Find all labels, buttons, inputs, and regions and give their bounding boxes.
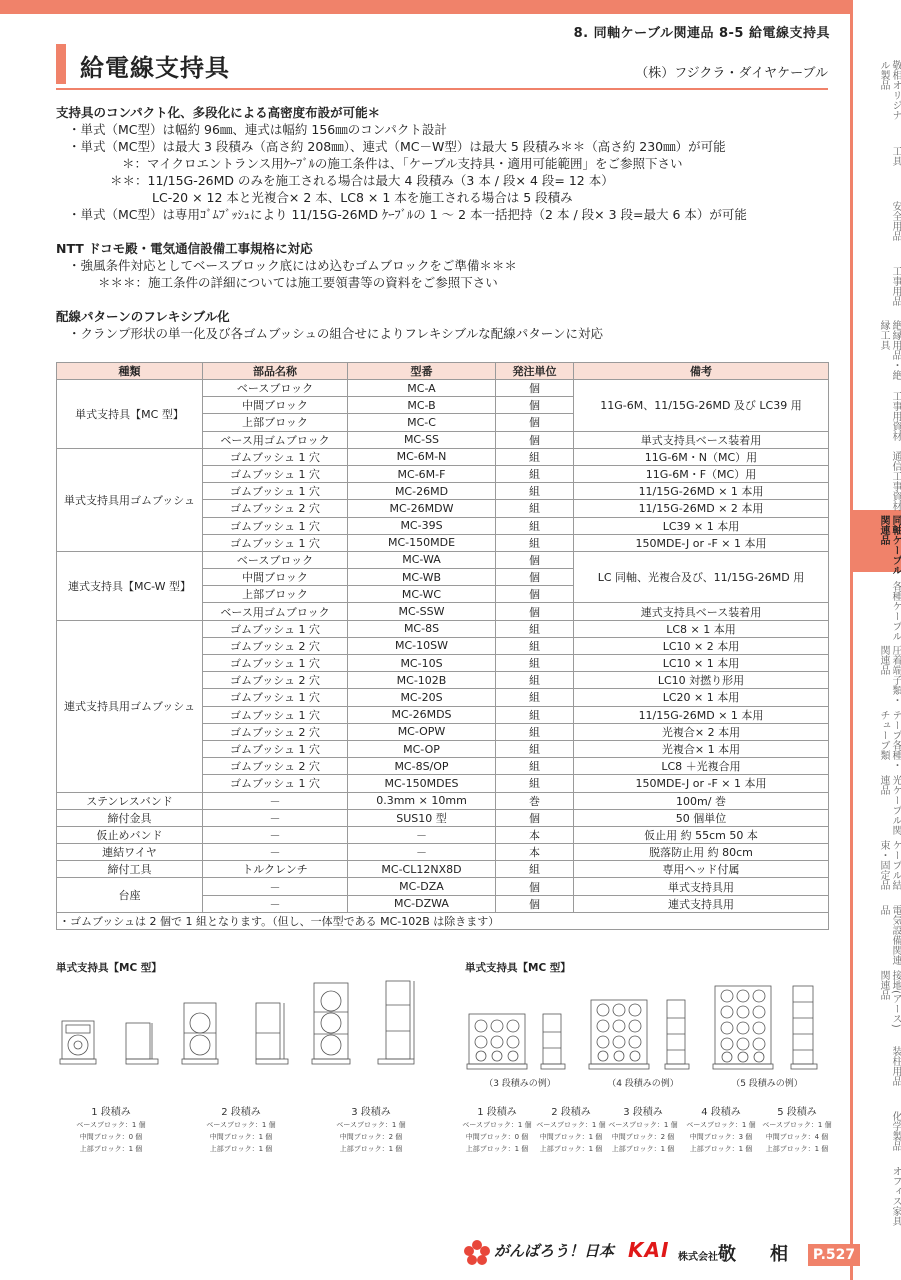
table-cell: － <box>203 895 348 912</box>
table-cell: ゴムブッシュ 1 穴 <box>203 465 348 482</box>
table-cell: LC10 × 1 本用 <box>574 655 829 672</box>
table-header-cell: 型番 <box>348 363 496 380</box>
table-cell: 100m/ 巻 <box>574 792 829 809</box>
table-header-cell: 種類 <box>57 363 203 380</box>
table-row <box>57 844 829 861</box>
stack-label-line: ベースブロック：1 個 <box>686 1121 756 1129</box>
sidebar-tab[interactable]: 工事用品 <box>890 266 901 306</box>
table-cell: MC-SSW <box>348 603 496 620</box>
page-number: P.527 <box>808 1244 860 1266</box>
sakura-logo-icon <box>462 1238 492 1268</box>
table-row <box>57 861 829 878</box>
table-cell: MC-150MDE <box>348 534 496 551</box>
table-cell: 単式支持具ベース装着用 <box>574 431 829 448</box>
section-heading: 支持具のコンパクト化、多段化による高密度布設が可能＊ <box>56 105 381 120</box>
table-cell: 150MDE-J or -F × 1 本用 <box>574 775 829 792</box>
table-cell: 組 <box>496 775 574 792</box>
sidebar-tab[interactable]: 安全用品 <box>890 201 901 241</box>
table-cell: ゴムブッシュ 1 穴 <box>203 775 348 792</box>
sidebar-tab[interactable]: オフィス家具 <box>890 1166 901 1226</box>
caption-3-stage: （3 段積みの例） <box>484 1079 556 1089</box>
table-cell: ベース用ゴムブロック <box>203 431 348 448</box>
stack-label-line: 中間ブロック：4 個 <box>765 1133 829 1141</box>
table-row <box>57 792 829 809</box>
stack-label-line: ベースブロック：1 個 <box>762 1121 832 1129</box>
table-cell: ゴムブッシュ 1 穴 <box>203 689 348 706</box>
mc-1-stage-front <box>60 1021 96 1064</box>
table-cell: MC-39S <box>348 517 496 534</box>
table-row <box>57 448 829 465</box>
mc-2-stage-front <box>182 1003 218 1064</box>
table-cell: MC-26MDW <box>348 500 496 517</box>
mcw-5-stage-front <box>713 986 773 1069</box>
table-cell: 連式支持具【MC-W 型】 <box>57 551 203 620</box>
table-cell: 個 <box>496 569 574 586</box>
table-cell: 巻 <box>496 792 574 809</box>
mc-stack-drawings <box>56 975 446 1105</box>
table-cell: 個 <box>496 414 574 431</box>
table-cell: MC-8S <box>348 620 496 637</box>
title-accent <box>56 44 66 84</box>
table-cell: MC-150MDES <box>348 775 496 792</box>
stack-label-line: 上部ブロック：1 個 <box>611 1145 675 1153</box>
title-underline <box>56 88 828 90</box>
footer-company-prefix: 株式会社 <box>678 1252 718 1263</box>
mc-3-stage-front <box>312 983 350 1064</box>
table-cell: MC-26MD <box>348 483 496 500</box>
table-cell: 仮止めバンド <box>57 826 203 843</box>
stack-label-line: 上部ブロック：1 個 <box>539 1145 603 1153</box>
table-cell: MC-DZA <box>348 878 496 895</box>
table-cell: 0.3mm × 10mm <box>348 792 496 809</box>
table-cell: ゴムブッシュ 2 穴 <box>203 758 348 775</box>
body-line: ・単式（MC型）は専用ｺﾞﾑﾌﾞｯｼｭにより 11/15G-26MD ｹｰﾌﾞﾙの 1 ～ 2 本一括把持（2 本 / 段× 3 段=最大 6 本）が可能 <box>68 207 747 222</box>
table-cell: ゴムブッシュ 2 穴 <box>203 723 348 740</box>
table-cell: 組 <box>496 465 574 482</box>
table-note-row <box>57 912 829 929</box>
body-line: ＊＊：11/15G-26MD のみを施工される場合は最大 4 段積み（3 本 / 段× 4 段= 12 本） <box>110 173 614 188</box>
stack-label-title: 2 段積み <box>221 1107 261 1118</box>
stack-label-line: 上部ブロック：1 個 <box>765 1145 829 1153</box>
table-cell: MC-WA <box>348 551 496 568</box>
table-cell: － <box>203 826 348 843</box>
table-cell: MC-WC <box>348 586 496 603</box>
line-gap <box>56 291 836 308</box>
table-row <box>57 809 829 826</box>
table-cell: 組 <box>496 620 574 637</box>
stack-label-line: ベースブロック：1 個 <box>206 1121 276 1129</box>
table-cell: SUS10 型 <box>348 809 496 826</box>
table-cell: LC20 × 1 本用 <box>574 689 829 706</box>
stack-label <box>196 1107 286 1155</box>
table-cell: － <box>203 792 348 809</box>
sidebar-tab[interactable]: 装柱用品 <box>890 1046 901 1086</box>
sidebar-tab[interactable]: 電気設備関連品 <box>878 905 901 965</box>
description-text <box>56 104 836 342</box>
table-cell: 本 <box>496 826 574 843</box>
stack-label-line: 上部ブロック：1 個 <box>209 1145 273 1153</box>
sidebar-tab[interactable]: テープ各種・チューブ類 <box>878 710 901 770</box>
stack-label-line: ベースブロック：1 個 <box>608 1121 678 1129</box>
sidebar-tab[interactable]: 接地(アース)関連品 <box>878 970 901 1028</box>
stack-label <box>326 1107 416 1155</box>
table-cell: ステンレスバンド <box>57 792 203 809</box>
table-cell: － <box>203 878 348 895</box>
stack-label-line: ベースブロック：1 個 <box>76 1121 146 1129</box>
table-cell: MC-6M-N <box>348 448 496 465</box>
stack-label-line: ベースブロック：1 個 <box>336 1121 406 1129</box>
table-cell: MC-DZWA <box>348 895 496 912</box>
mc-3-stage-side <box>378 981 414 1064</box>
table-cell: MC-10S <box>348 655 496 672</box>
table-cell: 個 <box>496 431 574 448</box>
stack-label-line: ベースブロック：1 個 <box>462 1121 532 1129</box>
body-line: ・単式（MC型）は最大 3 段積み（高さ約 208㎜）、連式（MC－W型）は最大 5 段積み＊＊（高さ約 230㎜）が可能 <box>68 139 726 154</box>
table-cell: － <box>348 826 496 843</box>
table-cell: 締付金具 <box>57 809 203 826</box>
mc-1-stage-side <box>126 1023 158 1064</box>
parts-table <box>56 362 829 930</box>
table-cell: ゴムブッシュ 1 穴 <box>203 740 348 757</box>
table-cell: 中間ブロック <box>203 569 348 586</box>
table-cell: MC-10SW <box>348 637 496 654</box>
mcw-3-stage-side <box>541 1014 565 1069</box>
table-note: ・ゴムブッシュは 2 個で 1 組となります。（但し、一体型である MC-102B は除きます） <box>57 912 829 929</box>
table-cell: ゴムブッシュ 2 穴 <box>203 500 348 517</box>
body-line: ・単式（MC型）は幅約 96㎜、連式は幅約 156㎜のコンパクト設計 <box>68 122 447 137</box>
table-cell: 連式支持具ベース装着用 <box>574 603 829 620</box>
table-cell: 個 <box>496 551 574 568</box>
table-row <box>57 380 829 397</box>
table-cell: 個 <box>496 397 574 414</box>
mc-2-stage-side <box>256 1003 288 1064</box>
table-cell: ゴムブッシュ 1 穴 <box>203 448 348 465</box>
table-cell: ゴムブッシュ 1 穴 <box>203 655 348 672</box>
body-line: ＊：マイクロエントランス用ｹｰﾌﾞﾙの施工条件は、「ケーブル支持具・適用可能範囲」をご参照下さい <box>122 156 683 171</box>
table-cell: ゴムブッシュ 1 穴 <box>203 534 348 551</box>
table-cell: － <box>203 809 348 826</box>
stack-label <box>752 1107 842 1155</box>
table-row <box>57 620 829 637</box>
figure-title-left: 単式支持具【MC 型】 <box>56 962 162 974</box>
footer-company-name: 敬 相 <box>718 1244 796 1265</box>
table-cell: 連式支持具用ゴムブッシュ <box>57 620 203 792</box>
table-cell: MC-CL12NX8D <box>348 861 496 878</box>
stack-label-line: 中間ブロック：0 個 <box>465 1133 529 1141</box>
table-cell: 11G-6M・N（MC）用 <box>574 448 829 465</box>
table-cell: MC-8S/OP <box>348 758 496 775</box>
table-header-row <box>57 363 829 380</box>
table-cell: LC8 × 1 本用 <box>574 620 829 637</box>
table-cell: 組 <box>496 740 574 757</box>
table-cell: MC-A <box>348 380 496 397</box>
table-cell: ゴムブッシュ 1 穴 <box>203 706 348 723</box>
table-cell: MC-SS <box>348 431 496 448</box>
table-cell: ゴムブッシュ 1 穴 <box>203 517 348 534</box>
table-cell: 単式支持具用ゴムブッシュ <box>57 448 203 551</box>
table-row <box>57 878 829 895</box>
sidebar-tab[interactable]: 敬相オリジナル製品 <box>878 60 901 120</box>
table-cell: 光複合× 1 本用 <box>574 740 829 757</box>
table-cell: MC-OP <box>348 740 496 757</box>
body-line: ・強風条件対応としてベースブロック底にはめ込むゴムブロックをご準備＊＊＊ <box>68 258 517 273</box>
table-cell: 組 <box>496 448 574 465</box>
stack-label-title: 3 段積み <box>351 1107 391 1118</box>
table-cell: 組 <box>496 637 574 654</box>
page-title: 給電線支持具 <box>80 54 230 82</box>
table-row <box>57 826 829 843</box>
body-line: ＊＊＊：施工条件の詳細については施工要領書等の資料をご参照下さい <box>98 275 498 290</box>
table-cell: 台座 <box>57 878 203 912</box>
table-cell: 中間ブロック <box>203 397 348 414</box>
table-cell: 組 <box>496 517 574 534</box>
footer-brand: KAI <box>628 1238 670 1262</box>
table-cell: 個 <box>496 878 574 895</box>
table-cell: ベースブロック <box>203 551 348 568</box>
stack-label-line: 上部ブロック：1 個 <box>465 1145 529 1153</box>
table-cell: 組 <box>496 758 574 775</box>
table-cell: 組 <box>496 534 574 551</box>
table-cell: 組 <box>496 483 574 500</box>
sidebar-tab[interactable]: 各種ケーブル <box>890 581 901 641</box>
table-cell: 150MDE-J or -F × 1 本用 <box>574 534 829 551</box>
table-cell: 組 <box>496 500 574 517</box>
table-cell: 単式支持具【MC 型】 <box>57 380 203 449</box>
body-line: LC-20 × 12 本と光複合× 2 本、LC8 × 1 本を施工される場合は 5 段積み <box>152 190 573 205</box>
table-header-cell: 発注単位 <box>496 363 574 380</box>
stack-label-line: 上部ブロック：1 個 <box>339 1145 403 1153</box>
stack-label-title: 5 段積み <box>777 1107 817 1118</box>
table-cell: 個 <box>496 809 574 826</box>
table-cell: 11/15G-26MD × 2 本用 <box>574 500 829 517</box>
sidebar-tab[interactable]: 化学製品 <box>890 1111 901 1151</box>
table-header-cell: 備考 <box>574 363 829 380</box>
stack-label-title: 1 段積み <box>477 1107 517 1118</box>
stack-label-line: 中間ブロック：1 個 <box>209 1133 273 1141</box>
table-cell: 11/15G-26MD × 1 本用 <box>574 483 829 500</box>
table-cell: 仮止用 約 55cm 50 本 <box>574 826 829 843</box>
figure-title-right: 単式支持具【MC 型】 <box>465 962 571 974</box>
mcw-4-stage-side <box>665 1000 689 1069</box>
sidebar-tab[interactable]: 光ケーブル関連品 <box>878 775 901 835</box>
chapter-heading: 8. 同軸ケーブル関連品 8-5 給電線支持具 <box>573 26 830 41</box>
stack-label-line: 中間ブロック：0 個 <box>79 1133 143 1141</box>
table-cell: MC-6M-F <box>348 465 496 482</box>
table-cell: トルクレンチ <box>203 861 348 878</box>
table-cell: 単式支持具用 <box>574 878 829 895</box>
table-cell: LC39 × 1 本用 <box>574 517 829 534</box>
manufacturer: （株）フジクラ・ダイヤケーブル <box>635 66 828 81</box>
table-cell: 11G-6M・F（MC）用 <box>574 465 829 482</box>
table-cell: 専用ヘッド付属 <box>574 861 829 878</box>
stack-label <box>66 1107 156 1155</box>
table-cell: 組 <box>496 689 574 706</box>
mcw-5-stage-side <box>791 986 817 1069</box>
section-heading: NTT ドコモ殿・電気通信設備工事規格に対応 <box>56 241 313 256</box>
stack-label-title: 4 段積み <box>701 1107 741 1118</box>
table-cell: 本 <box>496 844 574 861</box>
stack-label-line: 中間ブロック：1 個 <box>539 1133 603 1141</box>
caption-4-stage: （4 段積みの例） <box>607 1079 679 1089</box>
table-cell: － <box>203 844 348 861</box>
table-row <box>57 551 829 568</box>
mcw-3-stage-front <box>467 1014 527 1069</box>
table-header-cell: 部品名称 <box>203 363 348 380</box>
footer-slogan: がんばろう！日本 <box>494 1242 615 1260</box>
table-cell: MC-C <box>348 414 496 431</box>
stack-label-line: 中間ブロック：3 個 <box>689 1133 753 1141</box>
table-cell: 組 <box>496 655 574 672</box>
table-cell: 個 <box>496 603 574 620</box>
table-cell: 個 <box>496 895 574 912</box>
table-cell: ベースブロック <box>203 380 348 397</box>
stack-label-line: 上部ブロック：1 個 <box>689 1145 753 1153</box>
table-cell: 連結ワイヤ <box>57 844 203 861</box>
table-cell: MC-OPW <box>348 723 496 740</box>
table-cell: ゴムブッシュ 1 穴 <box>203 620 348 637</box>
table-cell: 11/15G-26MD × 1 本用 <box>574 706 829 723</box>
sidebar-tab[interactable]: 絶縁用品・絶縁工具 <box>878 320 901 380</box>
stack-label-line: 中間ブロック：2 個 <box>339 1133 403 1141</box>
table-cell: 締付工具 <box>57 861 203 878</box>
mcw-4-stage-front <box>589 1000 649 1069</box>
table-cell: 個 <box>496 380 574 397</box>
table-cell: MC-20S <box>348 689 496 706</box>
table-cell: 組 <box>496 861 574 878</box>
table-cell: ベース用ゴムブロック <box>203 603 348 620</box>
table-cell: LC 同軸、光複合及び、11/15G-26MD 用 <box>574 551 829 603</box>
table-cell: 光複合× 2 本用 <box>574 723 829 740</box>
stack-label <box>598 1107 688 1155</box>
stack-label-line: 中間ブロック：2 個 <box>611 1133 675 1141</box>
table-cell: LC10 × 2 本用 <box>574 637 829 654</box>
table-cell: ゴムブッシュ 2 穴 <box>203 672 348 689</box>
table-cell: 上部ブロック <box>203 586 348 603</box>
sidebar-tab[interactable]: 圧着端子類・関連品 <box>878 645 901 705</box>
line-gap <box>56 223 836 240</box>
table-cell: 組 <box>496 723 574 740</box>
top-accent-bar <box>0 0 901 14</box>
stack-label-line: ベースブロック：1 個 <box>536 1121 606 1129</box>
table-cell: 個 <box>496 586 574 603</box>
caption-5-stage: （5 段積みの例） <box>731 1079 803 1089</box>
body-line: ・クランプ形状の単一化及び各ゴムブッシュの組合せによりフレキシブルな配線パターンに対応 <box>68 326 604 341</box>
stack-label-line: 上部ブロック：1 個 <box>79 1145 143 1153</box>
table-cell: ゴムブッシュ 1 穴 <box>203 483 348 500</box>
table-cell: 組 <box>496 672 574 689</box>
table-cell: ゴムブッシュ 2 穴 <box>203 637 348 654</box>
table-cell: MC-26MDS <box>348 706 496 723</box>
sidebar-tab[interactable]: ケーブル結束・固定品 <box>878 840 901 890</box>
stack-label-title: 2 段積み <box>551 1107 591 1118</box>
sidebar-tab[interactable]: 工具 <box>890 146 901 166</box>
table-cell: 上部ブロック <box>203 414 348 431</box>
table-cell: 組 <box>496 706 574 723</box>
stack-label-title: 3 段積み <box>623 1107 663 1118</box>
sidebar-tab[interactable]: 工事用資材 <box>890 391 901 441</box>
table-cell: LC8 ＋光複合用 <box>574 758 829 775</box>
stack-label-title: 1 段積み <box>91 1107 131 1118</box>
table-cell: 脱落防止用 約 80cm <box>574 844 829 861</box>
sidebar-tab[interactable]: 同軸ケーブル関連品 <box>878 515 901 575</box>
table-cell: 11G-6M、11/15G-26MD 及び LC39 用 <box>574 380 829 432</box>
table-cell: 連式支持具用 <box>574 895 829 912</box>
table-cell: MC-WB <box>348 569 496 586</box>
table-cell: MC-B <box>348 397 496 414</box>
table-cell: 50 個単位 <box>574 809 829 826</box>
table-cell: － <box>348 844 496 861</box>
table-cell: LC10 対撚り形用 <box>574 672 829 689</box>
section-heading: 配線パターンのフレキシブル化 <box>56 309 230 324</box>
table-cell: MC-102B <box>348 672 496 689</box>
sidebar-tab[interactable]: 通信工事資材 <box>890 451 901 511</box>
